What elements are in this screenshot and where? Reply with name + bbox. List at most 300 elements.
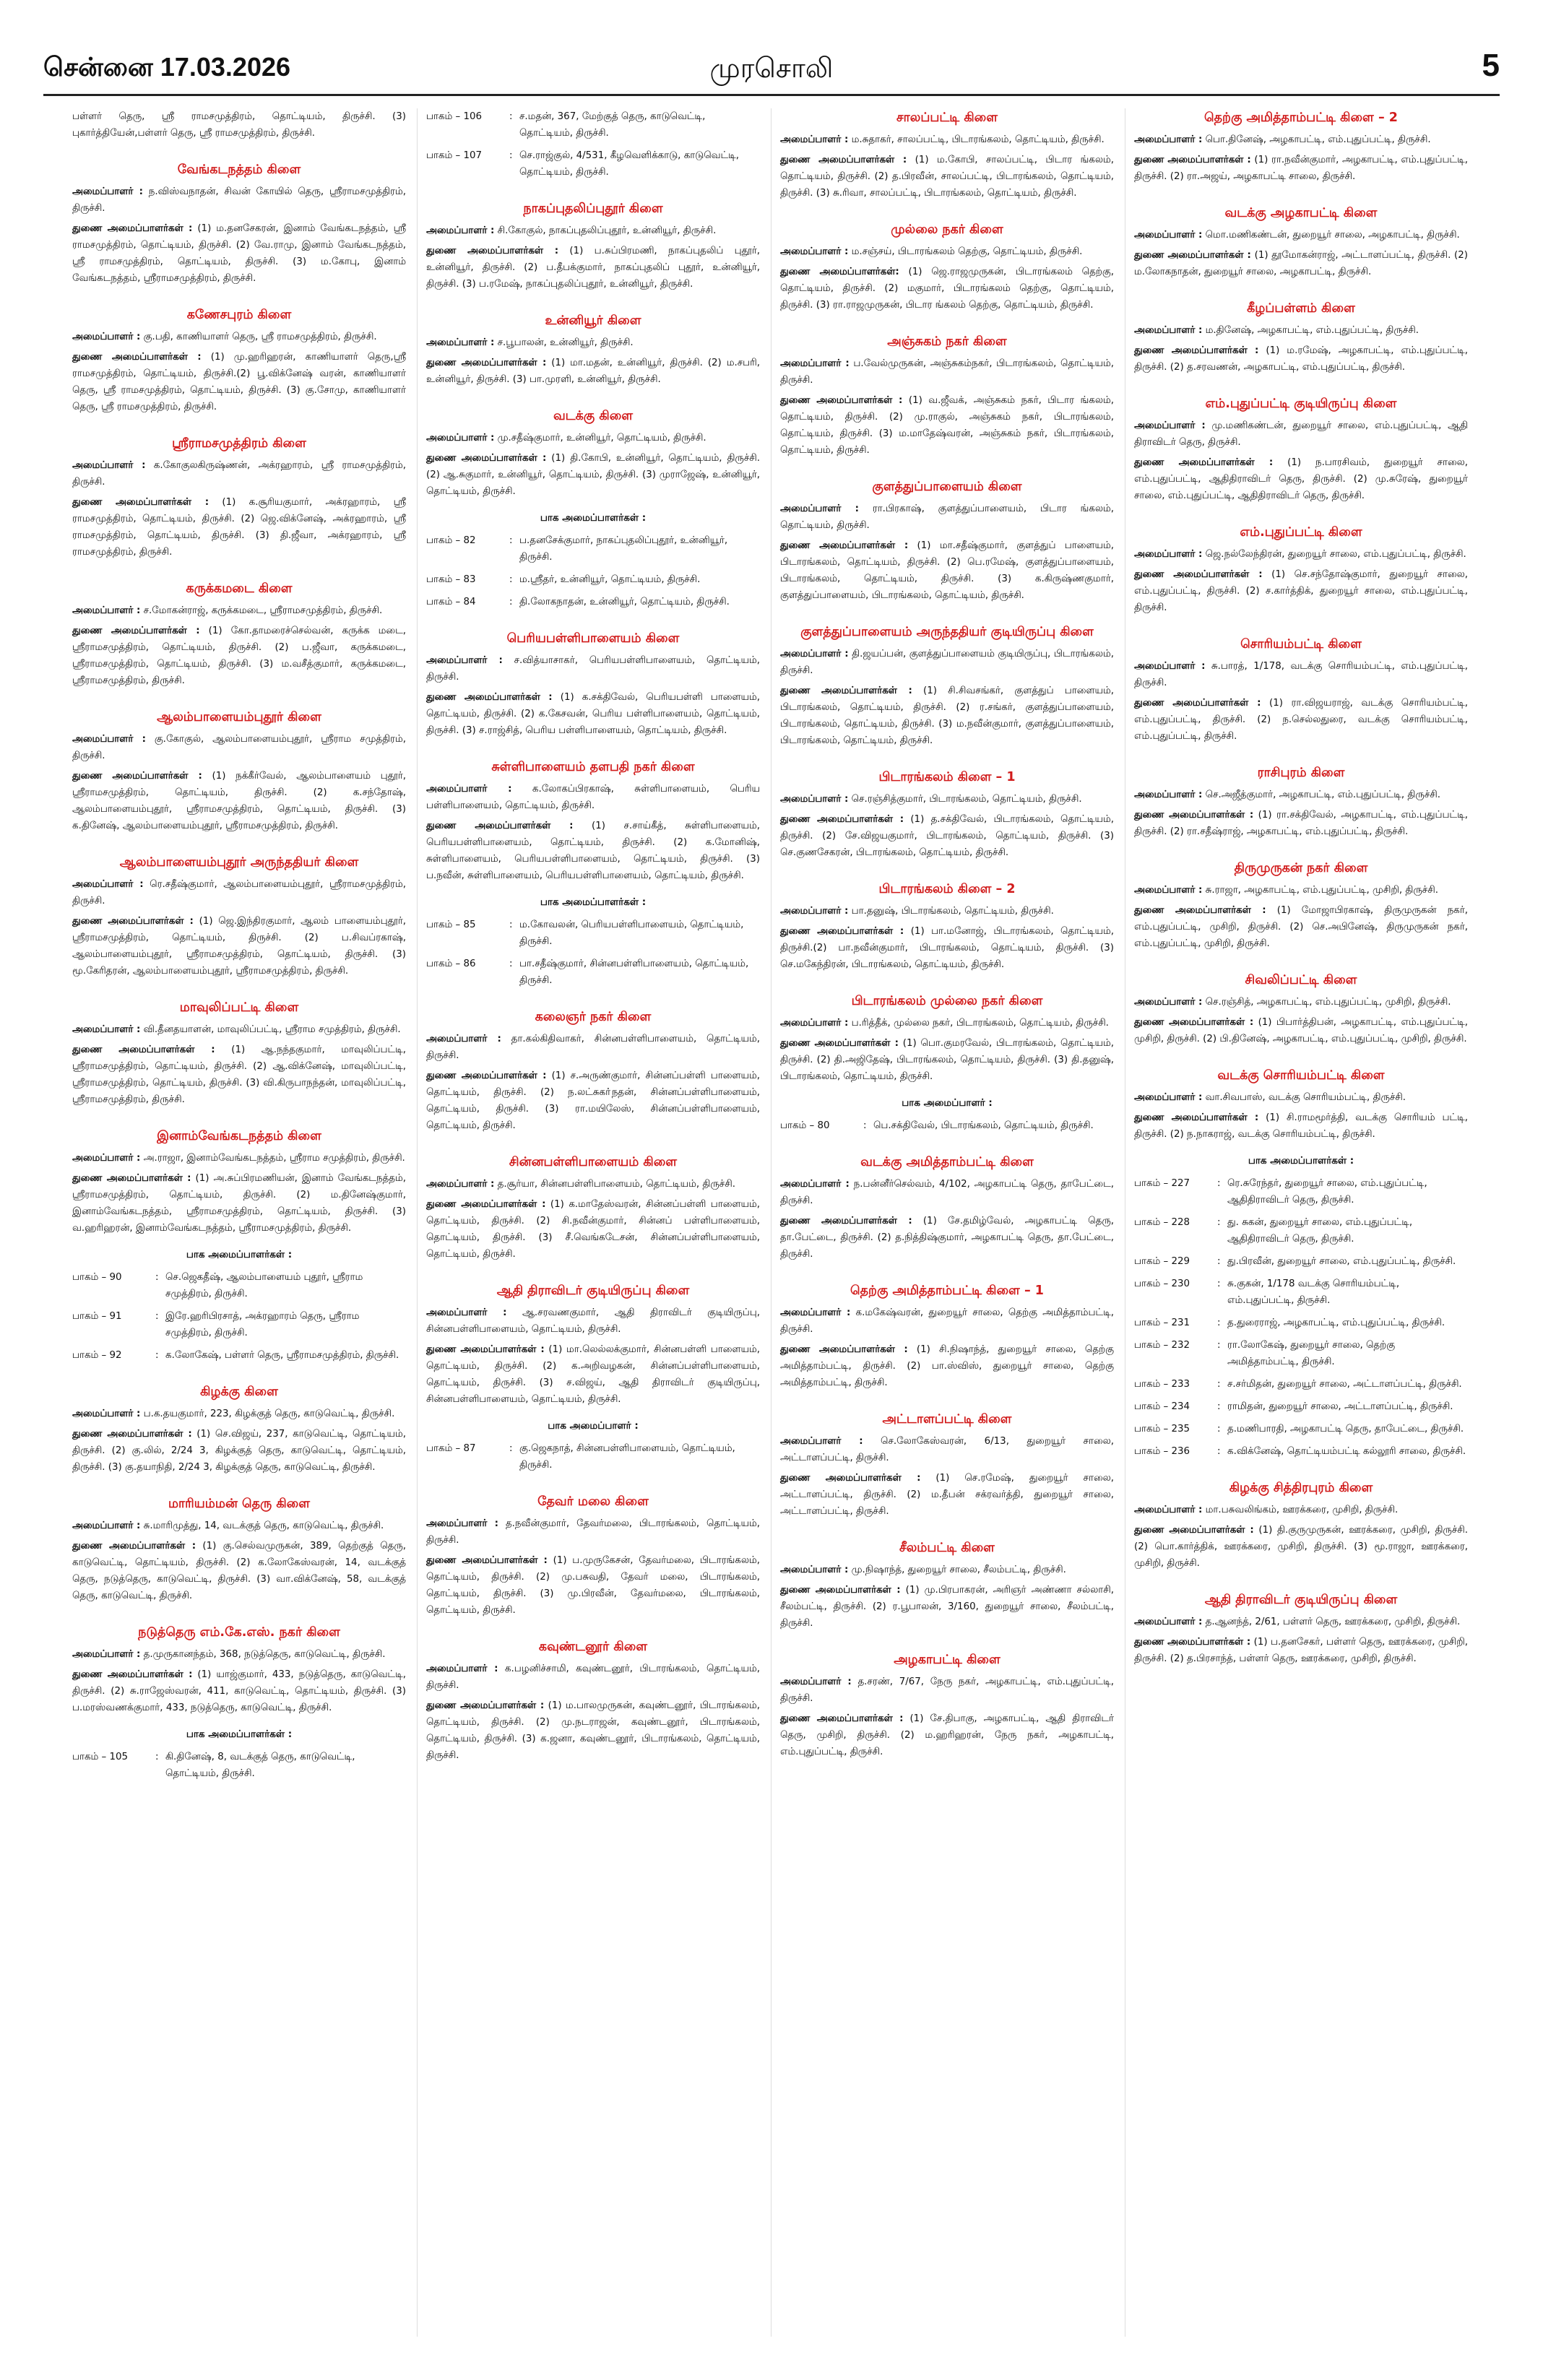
officer-entry [780, 243, 1114, 260]
ward-separator: : [155, 1272, 159, 1283]
branch-heading: ஆலம்பாளையம்புதூர் அருந்ததியர் கிளை [119, 855, 359, 870]
role-label: துணை அமைப்பாளர்கள் : [1134, 155, 1251, 165]
ward-details: செ.ஜெகதீஷ், ஆலம்பாளையம் புதூர், ஸ்ரீராம சமுத்திரம், திருச்சி. [165, 1272, 363, 1299]
officer-details: பொ.தினேஷ், அழகாபட்டி, எம்.புதுப்பட்டி, திருச்சி. [1202, 134, 1431, 145]
ward-entry [1134, 1337, 1468, 1370]
officer-entry [72, 1538, 406, 1604]
role-label: துணை அமைப்பாளர்கள்: [780, 267, 899, 277]
role-label: அமைப்பாளர் : [426, 1307, 507, 1318]
ward-entry [72, 1347, 406, 1364]
officer-entry [426, 1176, 760, 1193]
officer-details: அ.ராஜா, இனாம்வேங்கடநத்தம், ஸ்ரீராம சமுத்திரம், திருச்சி. [140, 1153, 405, 1164]
branch-block [1134, 763, 1468, 840]
ward-separator: : [509, 150, 513, 161]
branch-heading: வடக்கு சொரியம்பட்டி கிளை [1217, 1068, 1385, 1083]
officer-entry [1134, 1502, 1468, 1518]
role-label: துணை அமைப்பாளர்கள் : [72, 916, 194, 927]
officer-entry [72, 1666, 406, 1716]
branch-heading: ஆலம்பாளையம்புதூர் கிளை [157, 710, 321, 724]
officer-details: (1) வ.ஜீவக், அஞ்சுகம் நகர், பிடார ங்கலம், தொட்டியம், திருச்சி. (2) மு.ராகுல், அஞ்சுகம் நகர், பிடாரங்கலம், தொட்டியம், திருச்சி. (3) ம.மாதேஷ்வரன், அஞ்சுகம் நகர், பிடாரங்கலம், தொட்டியம், திருச்சி. [780, 395, 1114, 456]
branch-heading: பெரியபள்ளிபாளையம் கிளை [506, 631, 680, 646]
officer-entry [72, 1170, 406, 1237]
officer-entry [1134, 1109, 1468, 1143]
officer-entry [72, 1426, 406, 1476]
ward-entry [426, 956, 760, 989]
branch-heading: வேங்கடநத்தம் கிளை [177, 163, 301, 177]
officer-entry [72, 1042, 406, 1108]
officer-details: (1) ரா.நவீன்குமார், அழகாபட்டி, எம்.புதுப்பட்டி, திருச்சி. (2) ரா.அஜய், அழகாபட்டி சாலை, திருச்சி. [1134, 155, 1468, 182]
role-label: துணை அமைப்பாளர்கள் : [72, 1173, 191, 1184]
officer-details: சு.பாரத், 1/178, வடக்கு சொரியம்பட்டி, எம்.புதுப்பட்டி, திருச்சி. [1134, 661, 1468, 688]
ward-separator: : [863, 1120, 867, 1131]
officer-entry [72, 1406, 406, 1422]
officer-details: (1) க.மாதேஸ்வரன், சின்னப்பள்ளி பாளையம், தொட்டியம், திருச்சி. (2) சி.நவீன்குமார், சின்னப் பள்ளிபாளையம், தொட்டியம், திருச்சி. (3) சீ.வெங்கடேசன், சின்னப்பள்ளிபாளையம், தொட்டியம், திருச்சி. [426, 1199, 760, 1260]
officer-entry [426, 450, 760, 500]
branch-heading: கவுண்டனூர் கிளை [538, 1640, 648, 1654]
officer-details: சு.மாரிமுத்து, 14, வடக்குத் தெரு, காடுவெட்டி, திருச்சி. [140, 1520, 384, 1531]
officer-details: (1) மா.லெல்லக்குமார், சின்னபள்ளி பாளையம், தொட்டியம், திருச்சி. (2) க.அறிவழகன், சின்னப்பள்ளிபாளையம், தொட்டியம், திருச்சி. (3) ச.விஜய், ஆதி திராவிடர் குடியிருப்பு, சின்னபள்ளிபாளையம், தொட்டியம், திருச்சி. [426, 1344, 760, 1405]
officer-details: ச.பூபாலன், உன்னியூர், திருச்சி. [494, 337, 634, 348]
role-label: அமைப்பாளர் : [780, 1307, 851, 1318]
role-label: துணை அமைப்பாளர்கள் : [780, 1038, 899, 1049]
role-label: அமைப்பாளர் : [780, 906, 849, 917]
branch-block [426, 1492, 760, 1619]
role-label: துணை அமைப்பாளர்கள் : [780, 926, 904, 937]
officer-details: ப.க.தயகுமார், 223, கிழக்குத் தெரு, காடுவெட்டி, திருச்சி. [140, 1408, 395, 1419]
branch-block [426, 629, 760, 739]
ward-subheading: பாக அமைப்பாளர்கள் : [540, 512, 647, 524]
branch-block [780, 1095, 1114, 1134]
role-label: அமைப்பாளர் : [780, 246, 849, 257]
role-label: அமைப்பாளர் : [780, 794, 849, 805]
officer-details: (1) ஆ.நந்தகுமார், மாவுலிப்பட்டி, ஸ்ரீராமசமுத்திரம், தொட்டியம், திருச்சி. (2) ஆ.விக்னேஷ், மாவுலிப்பட்டி, ஸ்ரீராமசமுத்திரம், தொட்டியம், திருச்சி. (3) வி.கிருபாநந்தன், மாவுலிப்பட்டி, ஸ்ரீராமசமுத்திரம், திருச்சி. [72, 1044, 407, 1105]
ward-separator: : [1217, 1340, 1221, 1351]
ward-details: பெ.சக்திவேல், பிடாரங்கலம், தொட்டியம், திருச்சி. [873, 1120, 1094, 1131]
ward-number: பாகம் – 233 [1134, 1379, 1190, 1390]
branch-heading: சுள்ளிபாளையம் தளபதி நகர் கிளை [491, 760, 695, 774]
officer-details: க.லோகப்பிரகாஷ், சுள்ளிபாளையம், பெரிய பள்ளிபாளையம், தொட்டியம், திருச்சி. [426, 784, 761, 811]
officer-details: வா.சிவபாஸ், வடக்கு சொரியம்பட்டி, திருச்சி. [1202, 1092, 1406, 1103]
ward-separator: : [155, 1311, 159, 1322]
branch-heading: அழகாபட்டி கிளை [894, 1653, 1000, 1667]
officer-details: செ.ரஞ்சித்குமார், பிடாரங்கலம், தொட்டியம், திருச்சி. [848, 794, 1082, 805]
ward-number: பாகம் – 229 [1134, 1256, 1190, 1267]
branch-heading: வடக்கு அமித்தாம்பட்டி கிளை [860, 1155, 1034, 1169]
officer-entry [1134, 994, 1468, 1011]
branch-block [72, 853, 406, 979]
role-label: அமைப்பாளர் : [1134, 1092, 1203, 1103]
role-label: அமைப்பாளர் : [426, 1034, 501, 1044]
ward-number: பாகம் – 107 [426, 150, 483, 161]
officer-details: (1) ம.ரமேஷ், அழகாபட்டி, எம்.புதுப்பட்டி, திருச்சி. (2) த.சரவணன், அழகாபட்டி, எம்.புதுப்பட்டி, திருச்சி. [1134, 345, 1469, 373]
column-4 [1134, 108, 1468, 1674]
officer-entry [426, 1196, 760, 1263]
ward-details: சு.குகன், 1/178 வடக்கு சொரியம்பட்டி, எம்.புதுப்பட்டி, திருச்சி. [1227, 1278, 1400, 1306]
branch-heading: கீழப்பள்ளம் கிளை [1247, 301, 1355, 316]
officer-details: (1) ச.சாய்கீத், சுள்ளிபாளையம், பெரியபள்ளிபாளையம், தொட்டியம், திருச்சி. (2) க.மோனிஷ், சுள்ளிபாளையம், பெரியபள்ளிபாளையம், தொட்டியம், திருச்சி. (3) ப.நவீன், சுள்ளிபாளையம், பெரியபள்ளிபாளையம், தொட்டியம், திருச்சி. [426, 821, 760, 881]
officer-entry [1134, 787, 1468, 803]
officer-details: ந.விஸ்வநாதன், சிவன் கோயில் தெரு, ஸ்ரீராமசமுத்திரம், திருச்சி. [72, 186, 406, 214]
officer-entry [780, 1470, 1114, 1520]
officer-details: (1) ப.சுப்பிரமணி, நாகப்புதலிப் புதூர், உன்னியூர், திருச்சி. (2) ப.தீபக்குமார், நாகப்புதலிப் புதூர், உன்னியூர், திருச்சி. (3) ப.ரமேஷ், நாகப்புதலிப்புதூர், உன்னியூர், திருச்சி. [426, 246, 760, 290]
officer-details: ஜெ.நல்லேந்திரன், துறையூர் சாலை, எம்.புதுப்பட்டி, திருச்சி. [1202, 549, 1466, 560]
officer-entry [780, 1562, 1114, 1578]
branch-heading: ஸ்ரீராமசமுத்திரம் கிளை [172, 436, 306, 451]
officer-entry [780, 1176, 1114, 1209]
ward-entry [426, 532, 760, 566]
officer-entry [780, 683, 1114, 749]
role-label: துணை அமைப்பாளர்கள் : [426, 358, 547, 368]
officer-entry [780, 131, 1114, 148]
branch-block [780, 992, 1114, 1085]
branch-heading: அஞ்சுகம் நகர் கிளை [887, 334, 1007, 349]
officer-details: (1) மா.மதன், உன்னியூர், திருச்சி. (2) ம.சபரி, உன்னியூர், திருச்சி. (3) பா.முரளி, உன்னியூர், திருச்சி. [426, 358, 760, 385]
officer-entry [780, 1582, 1114, 1632]
branch-block [426, 1281, 760, 1408]
column-divider [417, 108, 418, 2337]
officer-details: (1) ந.பாரசிவம், துறையூர் சாலை, எம்.புதுப்பட்டி, ஆதிதிராவிடர் தெரு, திருச்சி. (2) மு.சுரேஷ், துறையூர் சாலை, எம்.புதுப்பட்டி, ஆதிதிராவிடர் தெரு, திருச்சி. [1134, 457, 1468, 501]
branch-block [426, 199, 760, 293]
ward-entry [1134, 1276, 1468, 1309]
ward-details: த.துரைராஜ், அழகாபட்டி, எம்.புதுப்பட்டி, திருச்சி. [1227, 1317, 1445, 1328]
branch-heading: கலைஞர் நகர் கிளை [535, 1010, 652, 1024]
ward-separator: : [509, 1443, 513, 1454]
branch-block [72, 998, 406, 1108]
ward-details: ப.தனசேக்குமார், நாகப்புதலிப்புதூர், உன்னியூர், திருச்சி. [519, 535, 728, 563]
branch-block [72, 1382, 406, 1476]
role-label: துணை அமைப்பாளர்கள் : [72, 497, 209, 508]
role-label: துணை அமைப்பாளர்கள் : [426, 821, 574, 831]
branch-block [1134, 971, 1468, 1047]
ward-details: ரா.லோகேஷ், துறையூர் சாலை, தெற்கு அமித்தாம்பட்டி, திருச்சி. [1227, 1340, 1396, 1367]
ward-separator: : [1217, 1317, 1221, 1328]
officer-entry [72, 913, 406, 979]
branch-heading: குளத்துப்பாளையம் அருந்ததியர் குடியிருப்பு கிளை [800, 625, 1094, 639]
officer-entry [426, 1515, 760, 1549]
officer-details: ப.வேல்முருகன், அஞ்சுகம்நகர், பிடாரங்கலம், தொட்டியம், திருச்சி. [780, 358, 1114, 386]
officer-entry [780, 1035, 1114, 1085]
officer-details: மொ.மணிகண்டன், துறையூர் சாலை, அழகாபட்டி, திருச்சி. [1202, 230, 1460, 241]
branch-block [426, 108, 760, 181]
officer-entry [72, 876, 406, 909]
ward-entry [1134, 1398, 1468, 1415]
ward-separator: : [509, 959, 513, 969]
ward-separator: : [509, 597, 513, 607]
branch-heading: நடுத்தெரு எம்.கே.எஸ். நகர் கிளை [138, 1625, 340, 1640]
column-3 [780, 108, 1114, 1767]
role-label: துணை அமைப்பாளர்கள் : [780, 685, 912, 696]
branch-heading: சீலம்பட்டி கிளை [899, 1541, 995, 1555]
officer-entry [426, 222, 760, 239]
role-label: துணை அமைப்பாளர்கள் : [72, 771, 202, 782]
ward-number: பாகம் – 230 [1134, 1278, 1190, 1289]
role-label: அமைப்பாளர் : [426, 784, 512, 795]
role-label: அமைப்பாளர் : [72, 1408, 141, 1419]
role-label: அமைப்பாளர் : [1134, 1617, 1203, 1627]
officer-details: கு.கோகுல், ஆலம்பாளையம்புதூர், ஸ்ரீராம சமுத்திரம், திருச்சி. [72, 734, 406, 761]
role-label: அமைப்பாளர் : [780, 649, 849, 659]
ward-separator: : [509, 919, 513, 930]
officer-details: கு.பதி, காணியாளர் தெரு, ஸ்ரீ ராமசமுத்திரம், திருச்சி. [140, 332, 377, 342]
ward-entry [1134, 1214, 1468, 1247]
branch-heading: கருக்கமடை கிளை [186, 581, 293, 596]
officer-entry [1134, 1614, 1468, 1630]
role-label: அமைப்பாளர் : [72, 734, 146, 745]
column-2 [426, 108, 760, 1771]
officer-details: (1) சே.தமிழ்வேல், அழகாபட்டி தெரு, தா.பேட்டை, திருச்சி. (2) த.நித்திஷ்குமார், அழகாபட்டி தெரு, தா.பேட்டை, திருச்சி. [780, 1216, 1114, 1260]
officer-entry [72, 457, 406, 490]
role-label: துணை அமைப்பாளர்கள் : [780, 1473, 921, 1484]
role-label: துணை அமைப்பாளர்கள் : [426, 453, 547, 464]
ward-number: பாகம் – 91 [72, 1311, 122, 1322]
branch-heading: சிவலிப்பட்டி கிளை [1245, 973, 1357, 987]
officer-details: மா.பசுவலிங்கம், ஊரக்கரை, முசிறி, திருச்சி. [1202, 1505, 1399, 1515]
officer-entry [1134, 658, 1468, 691]
officer-entry [780, 1341, 1114, 1391]
officer-entry [1134, 902, 1468, 952]
officer-details: மு.மணிகண்டன், துறையூர் சாலை, எம்.புதுப்பட்டி, ஆதி திராவிடர் தெரு, திருச்சி. [1134, 420, 1468, 448]
ward-separator: : [1217, 1446, 1221, 1457]
ward-details: செ.ராஜ்குல், 4/531, கீழவெளிக்காடு, காடுவெட்டி, தொட்டியம், திருச்சி. [519, 150, 740, 178]
officer-entry [72, 731, 406, 764]
officer-entry [426, 1661, 760, 1694]
branch-heading: கிழக்கு கிளை [200, 1385, 278, 1399]
ward-number: பாகம் – 92 [72, 1350, 122, 1361]
role-label: துணை அமைப்பாளர்கள் : [72, 352, 202, 363]
ward-entry [780, 1117, 1114, 1134]
branch-block [780, 332, 1114, 459]
officer-entry [426, 818, 760, 884]
ward-details: இரே.ஹரிபிரசாத், அக்ரஹாரம் தெரு, ஸ்ரீராம சமுத்திரம், திருச்சி. [165, 1311, 360, 1338]
issue-date: சென்னை 17.03.2026 [43, 52, 291, 82]
branch-heading: திருமுருகன் நகர் கிளை [1234, 861, 1368, 875]
role-label: துணை அமைப்பாளர்கள் : [426, 1344, 545, 1355]
officer-details: (1) தூமோகன்ராஜ், அட்டாளப்பட்டி, திருச்சி. (2) ம.லோகநாதன், துறையூர் சாலை, அழகாபட்டி, திருச்சி. [1134, 250, 1469, 277]
branch-block [780, 1410, 1114, 1520]
branch-block [780, 1153, 1114, 1263]
ward-details: க.லோகேஷ், பள்ளர் தெரு, ஸ்ரீராமசமுத்திரம், திருச்சி. [165, 1350, 399, 1361]
officer-entry [780, 923, 1114, 973]
branch-block [72, 579, 406, 689]
ward-separator: : [155, 1350, 159, 1361]
header-rule [43, 94, 1500, 96]
officer-details: (1) பொ.குமரவேல், பிடாரங்கலம், தொட்டியம், திருச்சி. (2) தி.அஜிதேஷ், பிடாரங்கலம், தொட்டியம், திருச்சி. (3) தி.தனுஷ், பிடாரங்கலம், தொட்டியம், திருச்சி. [780, 1038, 1115, 1082]
branch-heading: தெற்கு அமித்தாம்பட்டி கிளை – 2 [1204, 111, 1398, 125]
role-label: துணை அமைப்பாளர்கள் : [780, 540, 909, 551]
role-label: அமைப்பாளர் : [1134, 997, 1203, 1008]
officer-details: (1) க.சக்திவேல், பெரியபள்ளி பாளையம், தொட்டியம், திருச்சி. (2) க.கேசவன், பெரிய பள்ளிபாளையம், தொட்டியம், திருச்சி. (3) ச.ராஜ்சித், பெரிய பள்ளிபாளையம், தொட்டியம், திருச்சி. [426, 692, 760, 736]
officer-entry [1134, 1522, 1468, 1572]
ward-number: பாகம் – 80 [780, 1120, 830, 1131]
ward-entry [426, 108, 760, 142]
ward-separator: : [155, 1752, 159, 1762]
role-label: துணை அமைப்பாளர்கள் : [426, 692, 553, 703]
ward-details: ச.மதன், 367, மேற்குத் தெரு, காடுவெட்டி, தொட்டியம், திருச்சி. [519, 111, 706, 139]
ward-entry [426, 917, 760, 950]
role-label: துணை அமைப்பாளர்கள் : [780, 1585, 901, 1596]
role-label: அமைப்பாளர் : [1134, 1505, 1203, 1515]
branch-heading: தெற்கு அமித்தாம்பட்டி கிளை – 1 [850, 1284, 1044, 1298]
officer-entry [1134, 546, 1468, 563]
officer-entry [780, 1213, 1114, 1263]
branch-block [72, 1247, 406, 1364]
officer-entry [1134, 1089, 1468, 1106]
branch-block [1134, 635, 1468, 745]
role-label: துணை அமைப்பாளர்கள் : [1134, 1112, 1259, 1123]
role-label: அமைப்பாளர் : [780, 1436, 863, 1447]
ward-subheading: பாக அமைப்பாளர் : [902, 1097, 993, 1109]
officer-details: (1) பா.மனோஜ், பிடாரங்கலம், தொட்டியம், திருச்சி.(2) பா.நவீன்குமார், பிடாரங்கலம், தொட்டியம், திருச்சி. (3) செ.மகேந்திரன், பிடாரங்கலம், தொட்டியம், திருச்சி. [780, 926, 1114, 970]
role-label: துணை அமைப்பாளர்கள் : [780, 814, 904, 825]
ward-number: பாகம் – 232 [1134, 1340, 1190, 1351]
role-label: அமைப்பாளர் : [1134, 420, 1206, 431]
officer-entry [426, 1031, 760, 1064]
officer-entry [1134, 566, 1468, 616]
role-label: அமைப்பாளர் : [1134, 661, 1206, 672]
officer-entry [780, 392, 1114, 459]
officer-entry [72, 768, 406, 834]
officer-entry [426, 1552, 760, 1619]
officer-entry [72, 494, 406, 561]
role-label: அமைப்பாளர் : [426, 655, 503, 666]
officer-entry [72, 220, 406, 287]
ward-separator: : [1217, 1256, 1221, 1267]
role-label: அமைப்பாளர் : [780, 1018, 849, 1029]
officer-details: (1) ஜெ.இந்திரகுமார், ஆலம் பாளையம்புதூர், ஸ்ரீராமசமுத்திரம், தொட்டியம், திருச்சி. (2) ப.சிவப்ரகாஷ், ஆலம்பாளையம்புதூர், ஸ்ரீராமசமுத்திரம், தொட்டியம், திருச்சி. (3) மூ.கேரிதரன், ஆலம்பாளையம்புதூர், ஸ்ரீராமசமுத்திரம், திருச்சி. [72, 916, 406, 977]
role-label: அமைப்பாளர் : [426, 1518, 499, 1529]
branch-heading: வடக்கு அழகாபட்டி கிளை [1224, 206, 1378, 220]
ward-number: பாகம் – 105 [72, 1752, 129, 1762]
officer-entry [72, 1646, 406, 1663]
officer-details: (1) கோ.தாமரைச்செல்வன், கருக்க மடை, ஸ்ரீராமசமுத்திரம், தொட்டியம், திருச்சி. (2) ப.ஜீவா, கருக்கமடை, ஸ்ரீராமசமுத்திரம், தொட்டியம், திருச்சி. (3) ம.வசீத்குமார், கருக்கமடை, ஸ்ரீராமசமுத்திரம், திருச்சி. [72, 626, 406, 686]
officer-entry [1134, 131, 1468, 148]
officer-details: (1) தி.குருமுருகன், ஊரக்கரை, முசிறி, திருச்சி. (2) பொ.கார்த்திக், ஊரக்கரை, முசிறி, திருச்சி. (3) மூ.ராஜா, ஊரக்கரை, முசிறி, திருச்சி. [1134, 1525, 1468, 1569]
officer-details: மு.சதீஷ்குமார், உன்னியூர், தொட்டியம், திருச்சி. [494, 433, 706, 443]
officer-entry [426, 243, 760, 293]
officer-details: (1) ப.முருகேசன், தேவர்மலை, பிடாரங்கலம், தொட்டியம், திருச்சி. (2) மு.பசுவதி, தேவர் மலை, பிடாரங்கலம், தொட்டியம், திருச்சி. (3) மு.பிரவீன், தேவர்மலை, பிடாரங்கலம், தொட்டியம், திருச்சி. [426, 1555, 761, 1616]
officer-entry [72, 1150, 406, 1167]
officer-details: (1) பிபார்த்திபன், அழகாபட்டி, எம்.புதுப்பட்டி, முசிறி, திருச்சி. (2) பி.தினேஷ், அழகாபட்டி, எம்.புதுப்பட்டி, முசிறி, திருச்சி. [1134, 1017, 1468, 1044]
officer-entry [1134, 227, 1468, 243]
ward-entry [1134, 1376, 1468, 1393]
ward-separator: : [1217, 1379, 1221, 1390]
role-label: துணை அமைப்பாளர்கள் : [1134, 1637, 1251, 1648]
branch-heading: பிடாரங்கலம் கிளை – 1 [878, 770, 1016, 784]
ward-details: தி.லோகநாதன், உன்னியூர், தொட்டியம், திருச்சி. [519, 597, 730, 607]
role-label: அமைப்பாளர் : [426, 433, 495, 443]
officer-entry [780, 1674, 1114, 1707]
ward-number: பாகம் – 228 [1134, 1217, 1190, 1228]
branch-block [1134, 1591, 1468, 1667]
branch-block [426, 510, 760, 610]
branch-block [72, 1726, 406, 1782]
branch-block [1134, 204, 1468, 280]
officer-details: (1) யாஜ்குமார், 433, நடுத்தெரு, காடுவெட்டி, திருச்சி. (2) சு.ராஜேஸ்வரன், 411, காடுவெட்டி, தொட்டியம், திருச்சி. (3) ப.மரஸ்வணக்குமார், 433, நடுத்தெரு, காடுவெட்டி, திருச்சி. [72, 1669, 406, 1713]
officer-details: (1) ம.பாலமுருகன், கவுண்டனூர், பிடாரங்கலம், தொட்டியம், திருச்சி. (2) மு.நடராஜன், கவுண்டனூர், பிடாரங்கலம், தொட்டியம், திருச்சி. (3) க.ஜனா, கவுண்டனூர், பிடாரங்கலம், தொட்டியம், திருச்சி. [426, 1700, 761, 1761]
officer-details: சி.கோகுல், நாகப்புதலிப்புதூர், உன்னியூர், திருச்சி. [494, 225, 717, 236]
officer-details: க.கோகுலகிருஷ்ணன், அக்ரஹாரம், ஸ்ரீ ராமசமுத்திரம், திருச்சி. [72, 460, 406, 488]
ward-separator: : [509, 574, 513, 585]
officer-details: (1) ரா.விஜயராஜ், வடக்கு சொரியம்பட்டி, எம்.புதுப்பட்டி, திருச்சி. (2) ந.செல்லதுரை, வடக்கு சொரியம்பட்டி, எம்.புதுப்பட்டி, திருச்சி. [1134, 698, 1468, 742]
role-label: துணை அமைப்பாளர்கள் : [780, 1344, 908, 1355]
ward-number: பாகம் – 83 [426, 574, 476, 585]
ward-subheading: பாக அமைப்பாளர் : [548, 1420, 639, 1432]
role-label: துணை அமைப்பாளர்கள் : [780, 155, 907, 165]
officer-details: (1) செ.விஜய், 237, காடுவெட்டி, தொட்டியம், திருச்சி. (2) கு.லில், 2/24 3, கிழக்குத் தெரு, காடுவெட்டி, தொட்டியம், திருச்சி. (3) கு.தயாநிதி, 2/24 3, கிழக்குத் தெரு, காடுவெட்டி, திருச்சி. [72, 1429, 407, 1473]
officer-details: ஆ.சரவணகுமார், ஆதி திராவிடர் குடியிருப்பு, சின்னபள்ளிபாளையம், தொட்டியம், திருச்சி. [426, 1307, 760, 1335]
branch-block [72, 1623, 406, 1716]
branch-block [780, 623, 1114, 749]
officer-details: ரெ.சதீஷ்குமார், ஆலம்பாளையம்புதூர், ஸ்ரீராமசமுத்திரம், திருச்சி. [72, 879, 406, 906]
ward-number: பாகம் – 234 [1134, 1401, 1190, 1412]
role-label: அமைப்பாளர் : [72, 1649, 141, 1660]
role-label: அமைப்பாளர் : [72, 1520, 141, 1531]
role-label: அமைப்பாளர் : [426, 1663, 498, 1674]
officer-entry [426, 1304, 760, 1338]
ward-number: பாகம் – 84 [426, 597, 476, 607]
ward-separator: : [509, 111, 513, 122]
role-label: துணை அமைப்பாளர்கள் : [426, 1700, 545, 1711]
ward-entry [1134, 1421, 1468, 1437]
branch-block [72, 306, 406, 415]
branch-block [780, 108, 1114, 202]
branch-block [72, 108, 406, 142]
ward-details: ரெ.சுரேந்தர், துறையூர் சாலை, எம்.புதுப்பட்டி, ஆதிதிராவிடர் தெரு, திருச்சி. [1227, 1178, 1427, 1206]
ward-details: க.விக்னேஷ், தொட்டியம்பட்டி கல்லூரி சாலை, திருச்சி. [1227, 1446, 1466, 1457]
ward-details: பா.சதீஷ்குமார், சின்னபள்ளிபாளையம், தொட்டியம், திருச்சி. [519, 959, 749, 986]
role-label: துணை அமைப்பாளர்கள் : [72, 1541, 196, 1552]
branch-heading: கிழக்கு சித்திரபுரம் கிளை [1229, 1481, 1373, 1495]
officer-details: தா.கல்கிதிவாகர், சின்னபள்ளிபாளையம், தொட்டியம், திருச்சி. [426, 1034, 760, 1061]
ward-number: பாகம் – 90 [72, 1272, 122, 1283]
officer-details: செ.ரஞ்சித், அழகாபட்டி, எம்.புதுப்பட்டி, முசிறி, திருச்சி. [1202, 997, 1451, 1008]
branch-block [426, 894, 760, 989]
officer-details: (1) செ.ரமேஷ், துறையூர் சாலை, அட்டாளப்பட்டி, திருச்சி. (2) ம.தீபன் சக்ரவர்த்தி, துறையூர் சாலை, அட்டாளப்பட்டி, திருச்சி. [780, 1473, 1114, 1517]
officer-details: (1) சி.நிஷாந்த், துறையூர் சாலை, தெற்கு அமித்தாம்பட்டி, திருச்சி. (2) பா.ஸ்விஸ், துறையூர் சாலை, தெற்கு அமித்தாம்பட்டி, திருச்சி. [780, 1344, 1114, 1388]
officer-details: (1) சி.சிவசங்கர், குளத்துப் பாளையம், பிடாரங்கலம், தொட்டியம், திருச்சி. (2) ர.சங்கர், குளத்துப்பாளையம், பிடாரங்கலம், தொட்டியம், திருச்சி. (3) ம.நவீன்குமார், குளத்துப்பாளையம், பிடாரங்கலம், தொட்டியம், திருச்சி. [780, 685, 1114, 746]
officer-entry [426, 781, 760, 814]
branch-block [1134, 299, 1468, 376]
officer-entry [1134, 247, 1468, 280]
ward-subheading: பாக அமைப்பாளர்கள் : [1248, 1155, 1354, 1167]
officer-details: த.சூர்யா, சின்னபள்ளிபாளையம், தொட்டியம், திருச்சி. [494, 1179, 735, 1190]
officer-entry [72, 108, 406, 142]
officer-details: (1) ச.அருண்குமார், சின்னப்பள்ளி பாளையம், தொட்டியம், திருச்சி. (2) ந.லட்சுகா்நதன், சின்னப்பள்ளிபாளையம், தொட்டியம், திருச்சி. (3) ரா.மயிலேஸ், சின்னப்பள்ளிபாளையம், தொட்டியம், திருச்சி. [426, 1070, 761, 1131]
branch-heading: எம்.புதுப்பட்டி குடியிருப்பு கிளை [1205, 397, 1397, 411]
officer-details: (1) செ.சந்தோஷ்குமார், துறையூர் சாலை, எம்.புதுப்பட்டி, திருச்சி. (2) ச.கார்த்திக், துறையூர் சாலை, எம்.புதுப்பட்டி, திருச்சி. [1134, 569, 1468, 613]
officer-entry [72, 183, 406, 217]
ward-number: பாகம் – 235 [1134, 1424, 1190, 1435]
ward-details: த.மணிபாரதி, அழகாபட்டி தெரு, தாபேட்டை, திருச்சி. [1227, 1424, 1464, 1435]
ward-entry [426, 571, 760, 588]
branch-block [780, 880, 1114, 973]
ward-entry [72, 1269, 406, 1302]
column-divider [771, 108, 772, 2337]
ward-number: பாகம் – 86 [426, 959, 476, 969]
officer-entry [426, 1341, 760, 1408]
ward-separator: : [1217, 1424, 1221, 1435]
officer-details: த.முருகானந்தம், 368, நடுத்தெரு, காடுவெட்டி, திருச்சி. [140, 1649, 386, 1660]
ward-entry [426, 594, 760, 610]
role-label: அமைப்பாளர் : [780, 1676, 852, 1687]
branch-block [72, 434, 406, 561]
ward-number: பாகம் – 87 [426, 1443, 476, 1454]
ward-separator: : [1217, 1401, 1221, 1412]
role-label: துணை அமைப்பாளர்கள் : [426, 246, 559, 256]
officer-details: (1) ரா.சக்திவேல், அழகாபட்டி, எம்.புதுப்பட்டி, திருச்சி. (2) ரா.சதீஷ்ராஜ், அழகாபட்டி, எம்.புதுப்பட்டி, திருச்சி. [1134, 810, 1468, 837]
branch-block [426, 758, 760, 884]
branch-heading: முல்லை நகர் கிளை [891, 222, 1003, 237]
